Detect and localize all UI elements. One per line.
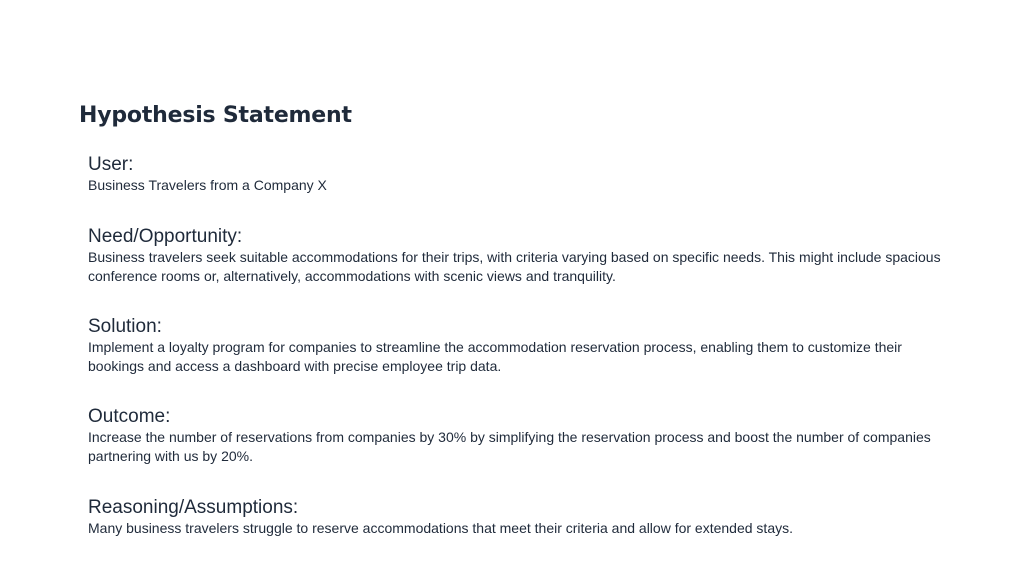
section-need-opportunity [88,226,948,286]
slide-title: Hypothesis Statement [79,103,352,128]
section-heading-need-opportunity: Need/Opportunity: [88,226,243,247]
section-body-solution: Implement a loyalty program for companies to streamline the accommodation reservation process, enabling them to customize their bookings and access a dashboard with precise employee trip data. [88,339,902,374]
section-heading-user: User: [88,154,134,175]
section-outcome [88,406,948,466]
section-heading-solution: Solution: [88,316,162,337]
section-body-reasoning-assumptions: Many business travelers struggle to reserve accommodations that meet their criteria and allow for extended stays. [88,520,793,536]
section-heading-outcome: Outcome: [88,406,171,427]
section-reasoning-assumptions [88,497,948,538]
section-body-user: Business Travelers from a Company X [88,177,327,193]
section-body-outcome: Increase the number of reservations from companies by 30% by simplifying the reservation process and boost the number of companies partnering with us by 20%. [88,429,931,464]
section-body-need-opportunity: Business travelers seek suitable accommodations for their trips, with criteria varying based on specific needs. This might include spacious conference rooms or, alternatively, accommodations with scenic views and tranquility. [88,249,941,284]
section-heading-reasoning-assumptions: Reasoning/Assumptions: [88,497,299,518]
section-solution [88,316,948,376]
section-user [88,154,948,195]
